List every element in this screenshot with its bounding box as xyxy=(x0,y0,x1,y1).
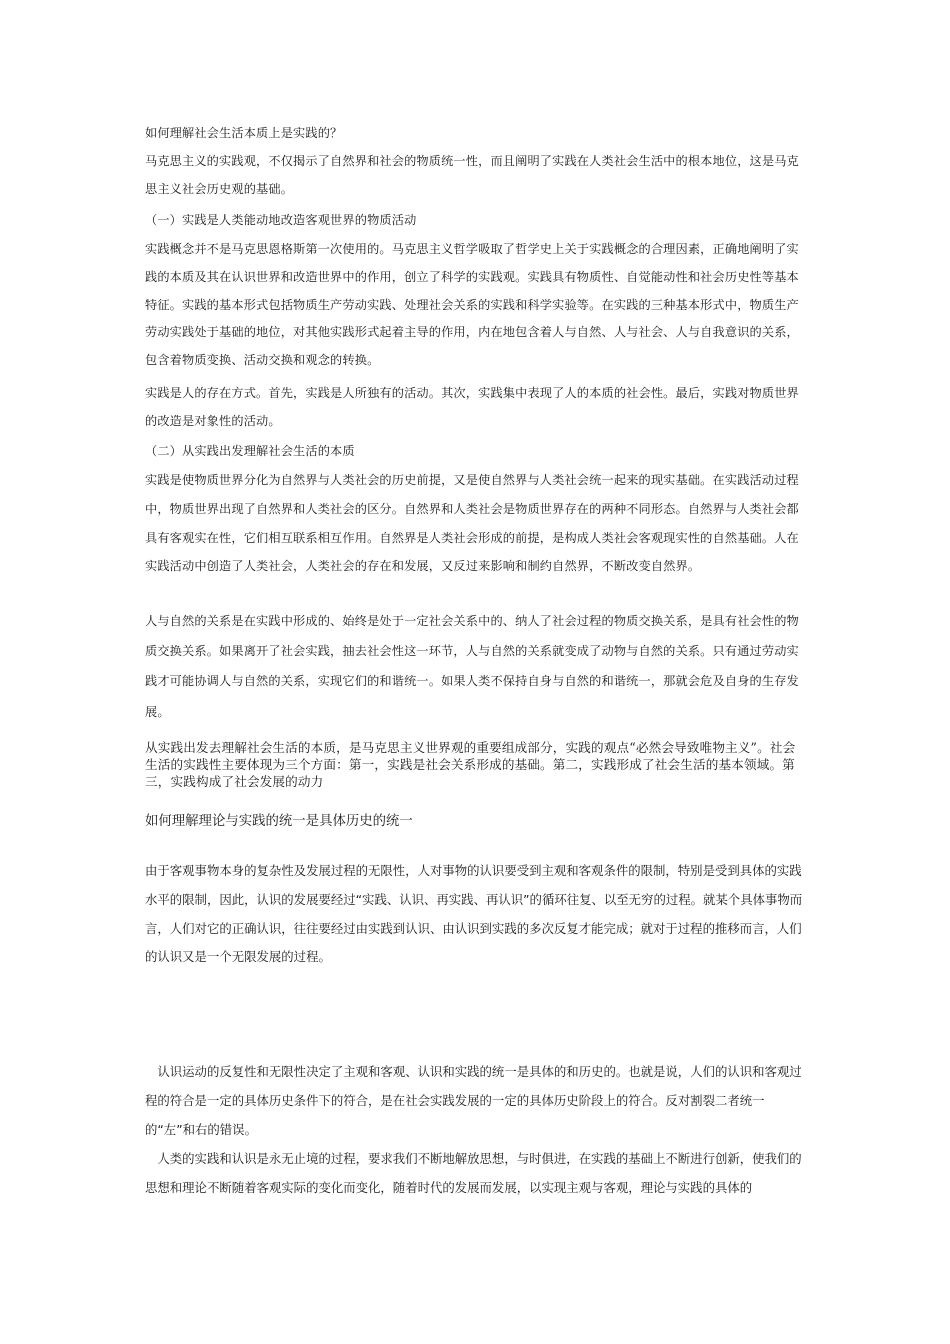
question-heading: 如何理解社会生活本质上是实践的？ xyxy=(145,126,343,140)
section-2-paragraph-3: 人类的实践和认识是永无止境的过程，要求我们不断地解放思想，与时俱进，在实践的基础上不断进行创新，使我们的思想和理论不断随着客观实际的变化而变化，随着时代的发展而发展，以实现主观与客观，理论与实践的具体的 xyxy=(145,1151,802,1195)
subsection-1-paragraph-1: 实践概念并不是马克思恩格斯第一次使用的。马克思主义哲学吸取了哲学史上关于实践概念的合理因素，正确地阐明了实践的本质及其在认识世界和改造世界中的作用，创立了科学的实践观。实践具有物质性、自觉能动性和社会历史性等基本特征。实践的基本形式包括物质生产劳动实践、处理社会关系的实践和科学实验等。在实践的三种基本形式中，物质生产劳动实践处于基础的地位，对其他实践形式起着主导的作用，内在地包含着人与自然、人与社会、人与自我意识的关系，包含着物质变换、活动交换和观念的转换。 xyxy=(145,242,799,368)
subsection-2-title: （二）从实践出发理解社会生活的本质 xyxy=(145,444,355,458)
section-2-paragraph-1: 由于客观事物本身的复杂性及发展过程的无限性，人对事物的认识要受到主观和客观条件的限制，特别是受到具体的实践水平的限制，因此，认识的发展要经过“实践、认识、再实践、再认识”的循环往复、以至无穷的过程。就某个具体事物而言，人们对它的正确认识，往往要经过由实践到认识、由认识到实践的多次反复才能完成；就对于过程的推移而言，人们的认识又是一个无限发展的过程。 xyxy=(145,863,803,965)
subsection-1-paragraph-2: 实践是人的存在方式。首先，实践是人所独有的活动。其次，实践集中表现了人的本质的社会性。最后，实践对物质世界的改造是对象性的活动。 xyxy=(145,386,799,428)
section-2-title: 如何理解理论与实践的统一是具体历史的统一 xyxy=(145,814,413,829)
subsection-2-paragraph-1: 实践是使物质世界分化为自然界与人类社会的历史前提，又是使自然界与人类社会统一起来的现实基础。在实践活动过程中，物质世界出现了自然界和人类社会的区分。自然界和人类社会是物质世界存在的两种不同形态。自然界与人类社会都具有客观实在性，它们相互联系相互作用。自然界是人类社会形成的前提，是构成人类社会客观现实性的自然基础。人在实践活动中创造了人类社会，人类社会的存在和发展，又反过来影响和制约自然界，不断改变自然界。 xyxy=(145,473,799,574)
subsection-2-paragraph-2: 人与自然的关系是在实践中形成的、始终是处于一定社会关系中的、纳人了社会过程的物质交换关系，是具有社会性的物质交换关系。如果离开了社会实践，抽去社会性这一环节，人与自然的关系就变成了动物与自然的关系。只有通过劳动实践才可能协调人与自然的关系，实现它们的和谐统一。如果人类不保持自身与自然的和谐统一，那就会危及自身的生存发展。 xyxy=(145,614,799,719)
section-2-paragraph-2: 认识运动的反复性和无限性决定了主观和客观、认识和实践的统一是具体的和历史的。也就是说，人们的认识和客观过程的符合是一定的具体历史条件下的符合，是在社会实践发展的一定的具体历史阶段上的符合。反对割裂二者统一的“左”和右的错误。 xyxy=(145,1064,802,1137)
intro-paragraph: 马克思主义的实践观，不仅揭示了自然界和社会的物质统一性，而且阐明了实践在人类社会生活中的根本地位，这是马克思主义社会历史观的基础。 xyxy=(145,154,799,196)
subsection-1-title: （一）实践是人类能动地改造客观世界的物质活动 xyxy=(145,213,417,227)
subsection-2-paragraph-3: 从实践出发去理解社会生活的本质，是马克思主义世界观的重要组成部分，实践的观点“必然会导致唯物主义”。社会生活的实践性主要体现为三个方面：第一，实践是社会关系形成的基础。第二，实践形成了社会生活的基本领域。第三，实践构成了社会发展的动力 xyxy=(145,740,796,790)
